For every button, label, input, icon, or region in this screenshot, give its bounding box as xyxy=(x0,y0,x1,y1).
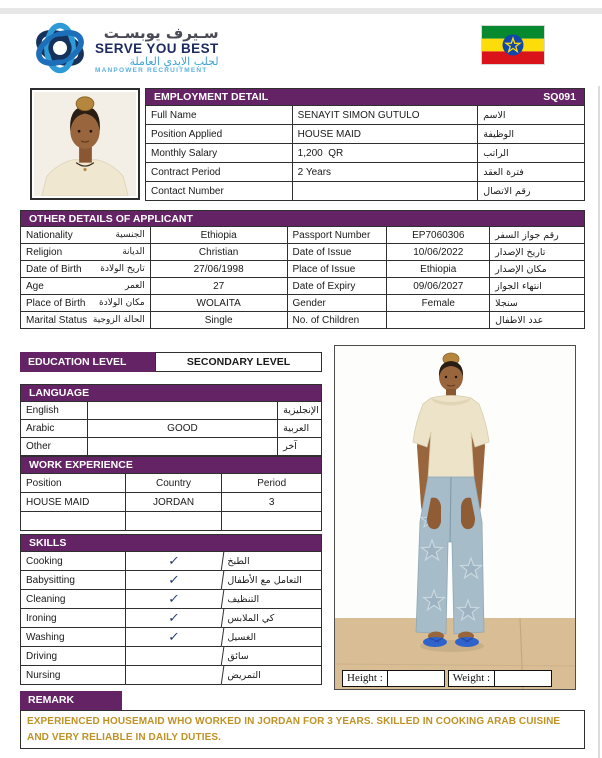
field-label xyxy=(21,244,151,261)
section-title: OTHER DETAILS OF APPLICANT xyxy=(29,212,193,225)
education-level-row xyxy=(20,352,322,372)
skill-name: Cooking xyxy=(21,552,126,571)
skill-name: Ironing xyxy=(21,609,126,628)
education-level-label: EDUCATION LEVEL xyxy=(20,352,155,372)
field-label: Position Applied xyxy=(146,125,293,144)
skills-header xyxy=(20,534,322,552)
skill-name-arabic: الطبخ xyxy=(222,552,322,571)
table-row xyxy=(20,552,322,571)
field-label-arabic: انتهاء الجواز xyxy=(490,278,585,295)
table-row xyxy=(145,182,585,201)
label-en: Place of Birth xyxy=(26,297,86,309)
skill-name-arabic: الغسيل xyxy=(222,628,322,647)
language-name-arabic: آخر xyxy=(278,438,322,456)
field-label: Contract Period xyxy=(146,163,293,182)
label-en: Religion xyxy=(26,246,63,258)
label-ar: الحالة الزوجية xyxy=(92,315,145,325)
language-level xyxy=(88,438,278,456)
column-header: Position xyxy=(21,474,126,493)
field-label: Gender xyxy=(288,295,388,312)
field-label: Place of Issue xyxy=(288,261,388,278)
skill-name-arabic: التمريض xyxy=(222,666,322,685)
employment-detail-table xyxy=(145,88,585,201)
field-label: Date of Issue xyxy=(288,244,388,261)
skill-name: Washing xyxy=(21,628,126,647)
skill-name-arabic: سائق xyxy=(222,647,322,666)
field-value: 2 Years xyxy=(293,163,479,182)
skill-name: Driving xyxy=(21,647,126,666)
table-row xyxy=(20,438,322,456)
field-label-arabic: عدد الاطفال xyxy=(490,312,585,329)
language-header xyxy=(20,384,322,402)
field-value: 27 xyxy=(151,278,288,295)
field-value: Single xyxy=(151,312,288,329)
agency-tagline-arabic: لجلب الايدي العاملة xyxy=(129,55,219,69)
column-header: Period xyxy=(222,474,322,493)
field-label-arabic: رقم الاتصال xyxy=(478,182,585,201)
page-edge-line xyxy=(598,86,600,758)
table-row xyxy=(20,571,322,590)
table-row xyxy=(20,512,322,531)
field-label: Passport Number xyxy=(288,227,388,244)
table-row xyxy=(20,590,322,609)
label-ar: الجنسية xyxy=(115,230,145,240)
weight-label: Weight : xyxy=(448,670,495,687)
check-icon: ✓ xyxy=(124,571,223,590)
field-value: Christian xyxy=(151,244,288,261)
field-label xyxy=(21,261,151,278)
section-title: EMPLOYMENT DETAIL xyxy=(154,91,269,103)
field-label: No. of Children xyxy=(288,312,388,329)
table-row xyxy=(145,144,585,163)
applicant-headshot-photo xyxy=(30,88,140,200)
field-label: Full Name xyxy=(146,106,293,125)
column-header: Country xyxy=(126,474,223,493)
language-name-arabic: الإنجليزية xyxy=(278,402,322,420)
label-en: Marital Status xyxy=(26,314,88,326)
table-row xyxy=(20,628,322,647)
weight-value-box xyxy=(495,670,552,687)
section-title: SKILLS xyxy=(29,537,67,549)
field-label-arabic: سنجلا xyxy=(490,295,585,312)
check-icon xyxy=(124,666,223,685)
employment-detail-header xyxy=(145,88,585,106)
height-label: Height : xyxy=(342,670,388,687)
label-ar: مكان الولادة xyxy=(99,298,145,308)
work-country: JORDAN xyxy=(126,493,223,512)
field-label xyxy=(21,295,151,312)
agency-logo-icon xyxy=(32,20,88,81)
section-title: LANGUAGE xyxy=(29,387,90,399)
field-label: Monthly Salary xyxy=(146,144,293,163)
field-value: 10/06/2022 xyxy=(387,244,490,261)
field-label: Date of Expiry xyxy=(288,278,388,295)
agency-name-english: SERVE YOU BEST xyxy=(95,41,219,57)
field-value xyxy=(387,312,490,329)
top-divider xyxy=(0,8,602,14)
label-ar: العمر xyxy=(125,281,145,291)
table-row xyxy=(20,261,585,278)
agency-name-arabic: سـيرف يوبسـت xyxy=(103,24,219,43)
field-value: EP7060306 xyxy=(387,227,490,244)
label-ar: تاريخ الولادة xyxy=(100,264,145,274)
field-value: 09/06/2027 xyxy=(387,278,490,295)
field-value xyxy=(293,182,479,201)
work-position: HOUSE MAID xyxy=(21,493,126,512)
ethiopia-flag-icon xyxy=(481,25,545,65)
field-label xyxy=(21,227,151,244)
language-table xyxy=(20,384,322,456)
skill-name-arabic: كي الملابس xyxy=(222,609,322,628)
table-row xyxy=(20,312,585,329)
label-ar: الديانة xyxy=(122,247,145,257)
table-row xyxy=(20,295,585,312)
table-row xyxy=(20,420,322,438)
field-label xyxy=(21,278,151,295)
height-value-box xyxy=(388,670,445,687)
remark-text: EXPERIENCED HOUSEMAID WHO WORKED IN JORDAN FOR 3 YEARS. SKILLED IN COOKING ARAB CUISINE AND VERY RELIABLE IN DAILY DUTIES. xyxy=(20,710,585,749)
field-label-arabic: رقم جواز السفر xyxy=(490,227,585,244)
measurements-row xyxy=(342,670,552,687)
skill-name-arabic: التعامل مع الأطفال xyxy=(222,571,322,590)
field-value: HOUSE MAID xyxy=(293,125,479,144)
agency-brand xyxy=(32,20,219,81)
skill-name-arabic: التنظيف xyxy=(222,590,322,609)
skill-name: Nursing xyxy=(21,666,126,685)
field-label-arabic: الوظيفة xyxy=(478,125,585,144)
field-label xyxy=(21,312,151,329)
field-label-arabic: الراتب xyxy=(478,144,585,163)
table-row xyxy=(20,647,322,666)
language-name: Arabic xyxy=(21,420,88,438)
field-label-arabic: الاسم xyxy=(478,106,585,125)
check-icon xyxy=(124,647,223,666)
field-value: Ethiopia xyxy=(387,261,490,278)
field-value: Ethiopia xyxy=(151,227,288,244)
table-row xyxy=(145,163,585,182)
table-row xyxy=(20,609,322,628)
language-level xyxy=(88,402,278,420)
skills-table xyxy=(20,534,322,685)
field-value: 1,200 QR xyxy=(293,144,479,163)
table-header-row xyxy=(20,474,322,493)
check-icon: ✓ xyxy=(124,628,223,647)
education-level-value: SECONDARY LEVEL xyxy=(155,352,322,372)
table-row xyxy=(20,278,585,295)
table-row xyxy=(145,125,585,144)
remark-header: REMARK xyxy=(20,691,122,710)
label-en: Date of Birth xyxy=(26,263,82,275)
table-row xyxy=(145,106,585,125)
language-level: GOOD xyxy=(88,420,278,438)
agency-tagline-english: MANPOWER RECRUITMENT xyxy=(95,66,208,74)
work-experience-header xyxy=(20,456,322,474)
table-row xyxy=(20,402,322,420)
work-period xyxy=(222,512,322,531)
other-details-header xyxy=(20,210,585,227)
work-country xyxy=(126,512,223,531)
table-row xyxy=(20,227,585,244)
section-title: WORK EXPERIENCE xyxy=(29,459,133,471)
applicant-fullbody-photo xyxy=(334,345,576,690)
field-value: Female xyxy=(387,295,490,312)
check-icon: ✓ xyxy=(124,590,223,609)
field-label-arabic: فترة العقد xyxy=(478,163,585,182)
language-name: English xyxy=(21,402,88,420)
field-label-arabic: تاريخ الإصدار xyxy=(490,244,585,261)
field-value: 27/06/1998 xyxy=(151,261,288,278)
reference-code: SQ091 xyxy=(543,91,576,103)
skill-name: Babysitting xyxy=(21,571,126,590)
skill-name: Cleaning xyxy=(21,590,126,609)
field-value: WOLAITA xyxy=(151,295,288,312)
table-row xyxy=(20,244,585,261)
field-value: SENAYIT SIMON GUTULO xyxy=(293,106,479,125)
check-icon: ✓ xyxy=(124,609,223,628)
work-experience-table xyxy=(20,456,322,531)
label-en: Age xyxy=(26,280,44,292)
field-label: Contact Number xyxy=(146,182,293,201)
agency-name-block xyxy=(95,26,219,74)
language-name: Other xyxy=(21,438,88,456)
work-period: 3 xyxy=(222,493,322,512)
label-en: Nationality xyxy=(26,229,73,241)
language-name-arabic: العربية xyxy=(278,420,322,438)
check-icon: ✓ xyxy=(124,552,223,571)
field-label-arabic: مكان الإصدار xyxy=(490,261,585,278)
table-row xyxy=(20,493,322,512)
work-position xyxy=(21,512,126,531)
other-details-table xyxy=(20,210,585,329)
table-row xyxy=(20,666,322,685)
